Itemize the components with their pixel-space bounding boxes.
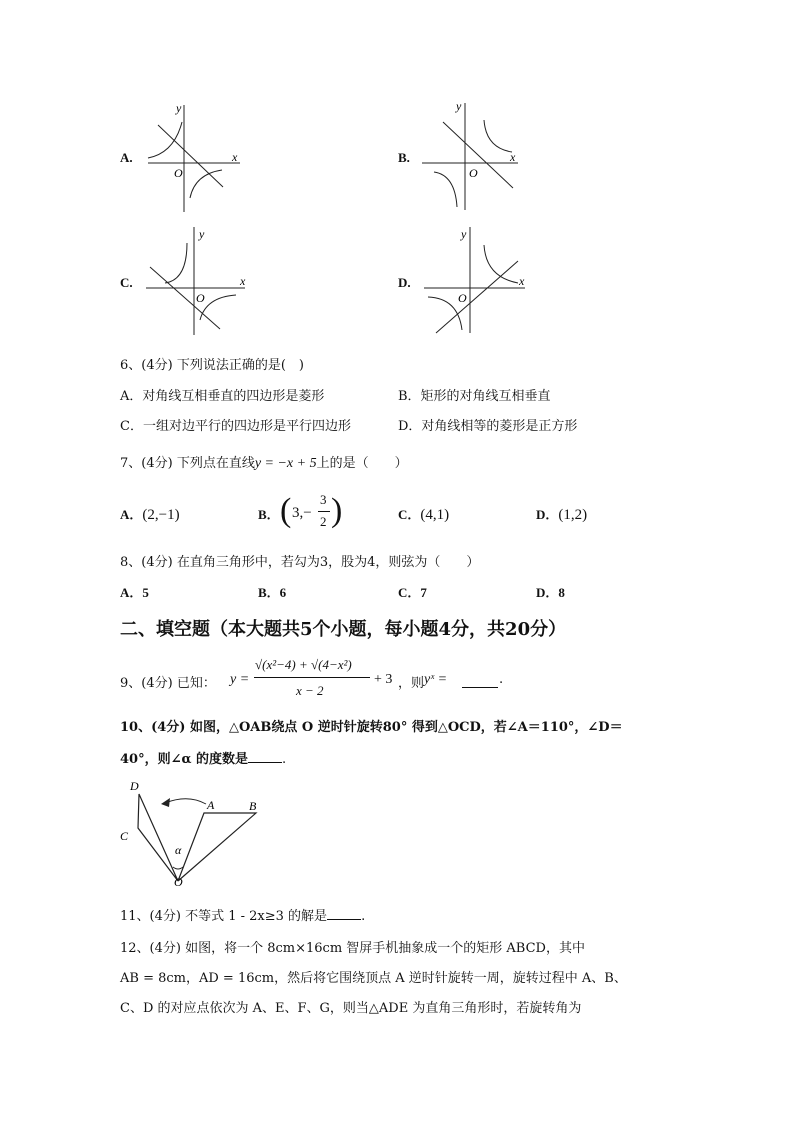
- q6-stem: 6、(4分) 下列说法正确的是( ): [120, 358, 304, 373]
- x-axis-label: x: [240, 274, 246, 288]
- x-axis-label: x: [519, 274, 525, 288]
- origin-label: O: [196, 291, 205, 305]
- q5-option-b-letter: B.: [398, 150, 410, 165]
- q7-option-b-fraction-bar: [318, 511, 330, 512]
- x-axis-label: x: [510, 150, 516, 164]
- q5-option-d-letter: D.: [398, 275, 411, 290]
- q7-option-b-num: 3: [320, 492, 327, 507]
- q7-option-b: [258, 492, 343, 534]
- q7-option-c-letter: C．: [398, 507, 421, 522]
- q7-stem: [120, 452, 408, 472]
- q10-figure: [118, 776, 263, 888]
- q10-line2-wrap: [120, 748, 286, 767]
- origin-label: O: [469, 166, 478, 180]
- section-2-title: 二、填空题（本大题共5个小题，每小题4分，共20分）: [120, 619, 567, 640]
- q7-option-b-value: 3,−: [292, 505, 312, 521]
- q8-option-a: A．5: [120, 585, 149, 600]
- q10-end: .: [282, 752, 287, 767]
- q7-option-d: [536, 504, 587, 524]
- q7-option-d-value: (1,2): [558, 507, 588, 523]
- q9-end: .: [499, 672, 504, 687]
- q10-line1: 10、(4分) 如图，△OAB绕点 O 逆时针旋转80° 得到△OCD，若∠A＝110°，∠D＝: [120, 720, 623, 735]
- q5-option-a-letter: A.: [120, 150, 133, 165]
- q10-line2: 40°，则∠α 的度数是: [120, 752, 249, 767]
- q7-option-b-rparen: ): [331, 492, 343, 529]
- q11-answer-blank[interactable]: [327, 906, 361, 920]
- q5-graph-c: [140, 225, 255, 340]
- q7-option-b-lparen: (: [280, 492, 292, 529]
- q11-stem: 11、(4分) 不等式 1 - 2x≥3 的解是: [120, 909, 328, 924]
- q12-line2: AB = 8cm，AD = 16cm，然后将它围绕顶点 A 逆时针旋转一周，旋转过程中 A、B、: [120, 971, 627, 986]
- q11-end: .: [361, 909, 366, 924]
- q9-prefix: 9、(4分) 已知：: [120, 676, 216, 691]
- q9-y-eq: y =: [230, 672, 250, 687]
- q7-option-c: [398, 504, 449, 524]
- origin-label: O: [458, 291, 467, 305]
- q9-answer-blank[interactable]: [462, 673, 498, 688]
- q7-option-c-value: (4,1): [420, 507, 450, 523]
- q7-option-a: [120, 504, 180, 524]
- q8-stem: 8、(4分) 在直角三角形中，若勾为3，股为4，则弦为（ ）: [120, 555, 480, 570]
- q7-option-b-den: 2: [320, 514, 327, 529]
- fig10-alpha-label: α: [175, 843, 182, 857]
- q8-option-d: D．8: [536, 585, 565, 600]
- y-axis-label: y: [456, 100, 462, 113]
- q7-option-a-letter: A．: [120, 507, 143, 522]
- q7-option-a-value: (2,−1): [142, 507, 180, 523]
- fig10-c-label: C: [120, 829, 129, 843]
- y-axis-label: y: [461, 227, 467, 241]
- q9-yx: yˣ =: [424, 672, 448, 687]
- q7-stem-suffix: 上的是（ ）: [316, 456, 408, 471]
- q6-option-c: C．一组对边平行的四边形是平行四边形: [120, 419, 351, 434]
- q6-option-d: D．对角线相等的菱形是正方形: [398, 419, 578, 434]
- q6-option-a: A．对角线互相垂直的四边形是菱形: [120, 389, 325, 404]
- q5-graph-b: [418, 100, 528, 215]
- fig10-o-label: O: [174, 875, 183, 888]
- q9-fraction-bar: [254, 677, 370, 678]
- q7-option-b-letter: B．: [258, 507, 280, 522]
- fig10-d-label: D: [130, 779, 139, 793]
- fig10-a-label: A: [207, 798, 215, 812]
- y-axis-label: y: [199, 227, 205, 241]
- origin-label: O: [174, 166, 183, 180]
- q7-equation: y = −x + 5: [254, 456, 317, 471]
- x-axis-label: x: [232, 150, 238, 164]
- q9-plus3: + 3: [374, 672, 393, 687]
- q10-answer-blank[interactable]: [248, 749, 282, 763]
- q12-line3: C、D 的对应点依次为 A、E、F、G，则当△ADE 为直角三角形时，若旋转角为: [120, 1001, 582, 1016]
- q7-option-d-letter: D．: [536, 507, 559, 522]
- q9-denominator: x − 2: [296, 683, 324, 698]
- q6-option-b: B．矩形的对角线互相垂直: [398, 389, 551, 404]
- q8-option-b: B．6: [258, 585, 287, 600]
- q7-stem-prefix: 7、(4分) 下列点在直线: [120, 456, 255, 471]
- y-axis-label: y: [176, 101, 182, 115]
- q11-wrap: [120, 905, 365, 924]
- fig10-b-label: B: [249, 799, 257, 813]
- q9-numerator: √(x²−4) + √(4−x²): [255, 657, 352, 672]
- q12-line1: 12、(4分) 如图，将一个 8cm×16cm 智屏手机抽象成一个的矩形 ABCD，其中: [120, 941, 585, 956]
- q5-option-c-letter: C.: [120, 275, 133, 290]
- q5-graph-a: [140, 100, 250, 215]
- q9-then: ，则: [398, 676, 425, 691]
- q8-option-c: C．7: [398, 585, 427, 600]
- q5-graph-d: [418, 225, 533, 340]
